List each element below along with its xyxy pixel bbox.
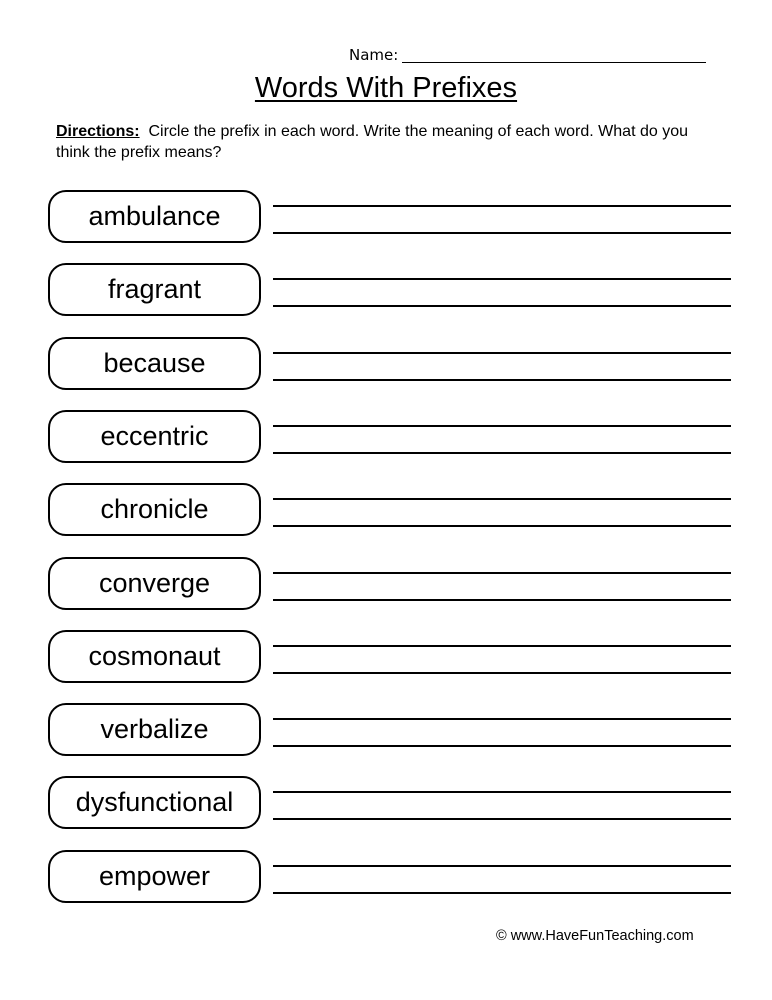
answer-line[interactable]	[273, 745, 731, 747]
directions	[56, 121, 716, 163]
answer-line[interactable]	[273, 645, 731, 647]
answer-line[interactable]	[273, 572, 731, 574]
answer-line[interactable]	[273, 718, 731, 720]
word-box: eccentric	[48, 410, 261, 463]
answer-line[interactable]	[273, 818, 731, 820]
name-label: Name:	[349, 46, 399, 64]
answer-line[interactable]	[273, 599, 731, 601]
name-input-line[interactable]	[402, 62, 706, 63]
directions-text: Circle the prefix in each word. Write the meaning of each word. What do you think the prefix means?	[56, 123, 688, 161]
word-box: dysfunctional	[48, 776, 261, 829]
answer-line[interactable]	[273, 205, 731, 207]
answer-line[interactable]	[273, 379, 731, 381]
word-box: verbalize	[48, 703, 261, 756]
answer-line[interactable]	[273, 278, 731, 280]
answer-line[interactable]	[273, 525, 731, 527]
answer-line[interactable]	[273, 892, 731, 894]
answer-line[interactable]	[273, 452, 731, 454]
answer-line[interactable]	[273, 865, 731, 867]
directions-label: Directions:	[56, 123, 140, 140]
word-box: fragrant	[48, 263, 261, 316]
copyright-footer: © www.HaveFunTeaching.com	[496, 928, 694, 944]
word-box: chronicle	[48, 483, 261, 536]
answer-line[interactable]	[273, 352, 731, 354]
page-title-text: Words With Prefixes	[254, 72, 518, 104]
answer-line[interactable]	[273, 425, 731, 427]
answer-line[interactable]	[273, 305, 731, 307]
word-box: empower	[48, 850, 261, 903]
page-title	[0, 70, 772, 106]
answer-line[interactable]	[273, 232, 731, 234]
word-box: ambulance	[48, 190, 261, 243]
answer-line[interactable]	[273, 791, 731, 793]
answer-line[interactable]	[273, 498, 731, 500]
name-row	[349, 44, 709, 70]
answer-line[interactable]	[273, 672, 731, 674]
word-box: cosmonaut	[48, 630, 261, 683]
word-box: because	[48, 337, 261, 390]
word-box: converge	[48, 557, 261, 610]
